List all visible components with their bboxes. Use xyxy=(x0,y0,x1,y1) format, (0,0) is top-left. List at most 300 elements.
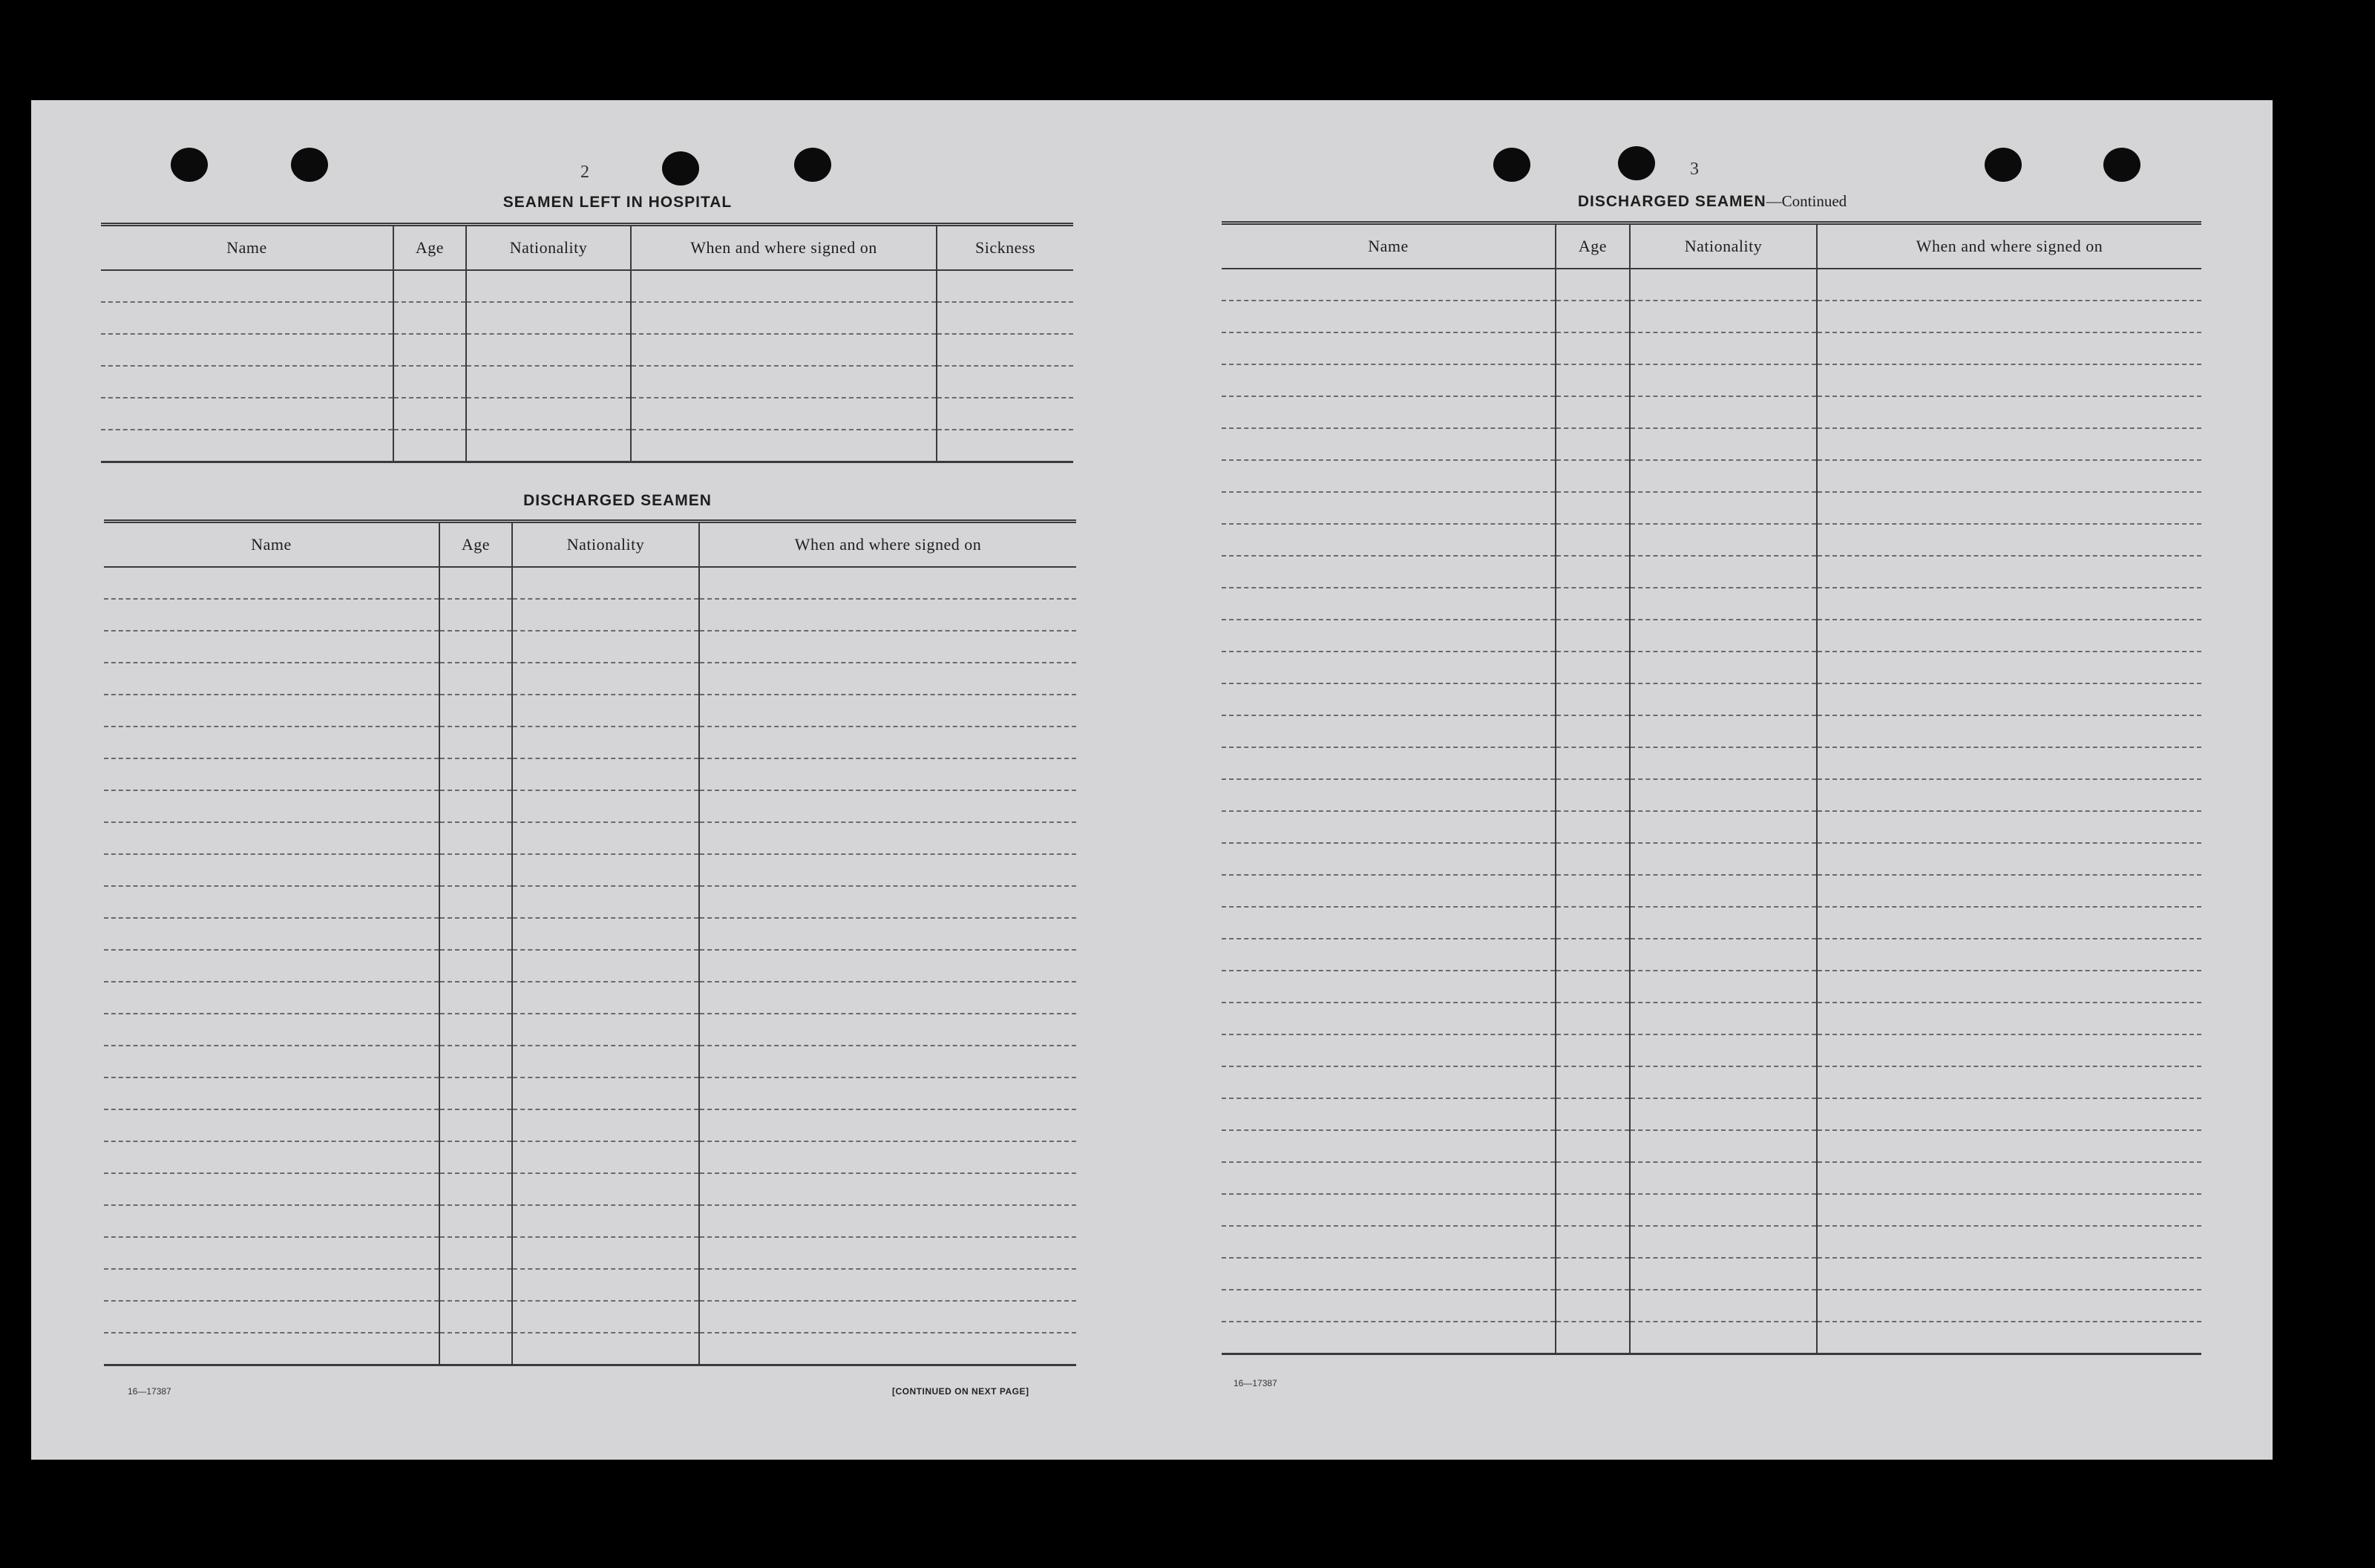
table-row xyxy=(104,1269,1076,1301)
table-cell xyxy=(1630,524,1817,556)
table-cell xyxy=(512,695,699,726)
table-cell xyxy=(101,366,393,398)
table-row xyxy=(104,886,1076,918)
table-cell xyxy=(1556,907,1630,939)
table-cell xyxy=(699,1333,1076,1365)
table-cell xyxy=(1222,428,1556,460)
table-cell xyxy=(1630,588,1817,620)
table-cell xyxy=(512,631,699,663)
table-cell xyxy=(101,334,393,366)
table-row xyxy=(104,599,1076,631)
table-cell xyxy=(1556,460,1630,492)
table-row xyxy=(1222,620,2201,652)
table-cell xyxy=(104,567,439,599)
table-cell xyxy=(699,1046,1076,1077)
table-cell xyxy=(699,918,1076,950)
discharged-table xyxy=(104,519,1076,1366)
table-cell xyxy=(439,1237,512,1269)
continued-note: [CONTINUED ON NEXT PAGE] xyxy=(892,1386,1029,1397)
table-row xyxy=(104,663,1076,695)
table-row xyxy=(1222,460,2201,492)
table-cell xyxy=(512,886,699,918)
table-cell xyxy=(1630,1034,1817,1066)
table-row xyxy=(1222,779,2201,811)
table-cell xyxy=(699,1109,1076,1141)
table-row xyxy=(1222,1162,2201,1194)
table-cell xyxy=(937,398,1073,430)
table-cell xyxy=(1222,1098,1556,1130)
table-cell xyxy=(1630,556,1817,588)
table-cell xyxy=(512,1333,699,1365)
table-row xyxy=(1222,588,2201,620)
table-cell xyxy=(1556,747,1630,779)
table-cell xyxy=(1817,364,2201,396)
table-cell xyxy=(1556,683,1630,715)
table-row xyxy=(101,366,1073,398)
table-cell xyxy=(512,1109,699,1141)
table-cell xyxy=(1556,715,1630,747)
table-cell xyxy=(1817,652,2201,683)
table-cell xyxy=(1556,1226,1630,1258)
table-cell xyxy=(1222,907,1556,939)
column-header-signed-on: When and where signed on xyxy=(1817,223,2201,269)
table-cell xyxy=(1630,907,1817,939)
table-cell xyxy=(1630,652,1817,683)
table-cell xyxy=(1556,269,1630,301)
table-cell xyxy=(699,631,1076,663)
table-cell xyxy=(1222,301,1556,332)
table-cell xyxy=(1630,1258,1817,1290)
table-cell xyxy=(1222,332,1556,364)
discharged-table-header xyxy=(104,522,1076,568)
table-cell xyxy=(1817,1066,2201,1098)
table-row xyxy=(101,398,1073,430)
table-cell xyxy=(1630,747,1817,779)
table-cell xyxy=(1556,1162,1630,1194)
table-cell xyxy=(1556,875,1630,907)
table-row xyxy=(104,567,1076,599)
column-header-sickness: Sickness xyxy=(937,225,1073,271)
hospital-section-title: SEAMEN LEFT IN HOSPITAL xyxy=(502,194,733,211)
table-cell xyxy=(1222,683,1556,715)
table-cell xyxy=(466,398,631,430)
table-cell xyxy=(1630,683,1817,715)
table-row xyxy=(104,854,1076,886)
table-cell xyxy=(393,270,466,302)
table-row xyxy=(1222,556,2201,588)
table-cell xyxy=(1556,1034,1630,1066)
table-cell xyxy=(1817,779,2201,811)
table-cell xyxy=(937,334,1073,366)
table-row xyxy=(1222,1098,2201,1130)
table-cell xyxy=(104,758,439,790)
table-cell xyxy=(101,430,393,462)
table-cell xyxy=(1556,939,1630,971)
table-cell xyxy=(1556,1130,1630,1162)
table-cell xyxy=(1556,1322,1630,1354)
table-cell xyxy=(1556,1194,1630,1226)
form-number: 16—17387 xyxy=(128,1386,171,1397)
table-row xyxy=(1222,428,2201,460)
table-cell xyxy=(631,302,937,334)
table-cell xyxy=(1556,1098,1630,1130)
table-cell xyxy=(512,982,699,1014)
table-cell xyxy=(1222,971,1556,1003)
table-cell xyxy=(1630,779,1817,811)
table-row xyxy=(104,1173,1076,1205)
table-cell xyxy=(1630,1098,1817,1130)
punch-hole xyxy=(794,148,831,182)
table-cell xyxy=(1222,1226,1556,1258)
table-cell xyxy=(439,950,512,982)
table-cell xyxy=(1630,971,1817,1003)
section-title-text: DISCHARGED SEAMEN xyxy=(1577,193,1766,210)
table-cell xyxy=(699,1205,1076,1237)
table-cell xyxy=(1817,428,2201,460)
table-cell xyxy=(1817,1226,2201,1258)
table-cell xyxy=(699,758,1076,790)
table-cell xyxy=(1630,1003,1817,1034)
table-cell xyxy=(1222,875,1556,907)
punch-hole xyxy=(1618,146,1655,180)
table-cell xyxy=(1556,428,1630,460)
table-cell xyxy=(1222,1258,1556,1290)
table-row xyxy=(101,302,1073,334)
table-cell xyxy=(104,1237,439,1269)
table-cell xyxy=(1222,1322,1556,1354)
table-cell xyxy=(1222,1162,1556,1194)
table-cell xyxy=(512,790,699,822)
column-header-age: Age xyxy=(1556,223,1630,269)
table-row xyxy=(104,790,1076,822)
table-cell xyxy=(1222,1130,1556,1162)
table-row xyxy=(104,950,1076,982)
table-row xyxy=(1222,1066,2201,1098)
punch-hole xyxy=(1985,148,2022,182)
table-cell xyxy=(699,1173,1076,1205)
table-cell xyxy=(1817,460,2201,492)
table-cell xyxy=(512,1046,699,1077)
table-row xyxy=(104,631,1076,663)
table-cell xyxy=(1817,1098,2201,1130)
column-header-nationality: Nationality xyxy=(466,225,631,271)
table-cell xyxy=(512,758,699,790)
table-cell xyxy=(1817,1130,2201,1162)
table-cell xyxy=(1817,907,2201,939)
table-row xyxy=(104,1333,1076,1365)
table-row xyxy=(1222,843,2201,875)
table-cell xyxy=(1630,1226,1817,1258)
punch-hole xyxy=(291,148,328,182)
table-cell xyxy=(512,663,699,695)
table-cell xyxy=(1556,1003,1630,1034)
table-row xyxy=(101,334,1073,366)
table-cell xyxy=(104,950,439,982)
table-cell xyxy=(699,1237,1076,1269)
table-cell xyxy=(1556,811,1630,843)
table-cell xyxy=(393,366,466,398)
table-cell xyxy=(699,599,1076,631)
table-row xyxy=(1222,939,2201,971)
table-cell xyxy=(1556,588,1630,620)
table-row xyxy=(1222,811,2201,843)
table-cell xyxy=(393,430,466,462)
table-cell xyxy=(439,1077,512,1109)
table-cell xyxy=(104,631,439,663)
table-cell xyxy=(1630,811,1817,843)
table-row xyxy=(1222,652,2201,683)
table-cell xyxy=(1556,652,1630,683)
table-cell xyxy=(1556,971,1630,1003)
table-row xyxy=(1222,492,2201,524)
table-cell xyxy=(1222,364,1556,396)
table-cell xyxy=(393,302,466,334)
table-cell xyxy=(1817,1034,2201,1066)
table-cell xyxy=(699,695,1076,726)
table-cell xyxy=(512,1237,699,1269)
table-cell xyxy=(104,1301,439,1333)
table-cell xyxy=(1817,556,2201,588)
table-cell xyxy=(1556,492,1630,524)
table-cell xyxy=(699,567,1076,599)
table-cell xyxy=(937,302,1073,334)
table-cell xyxy=(699,1014,1076,1046)
table-row xyxy=(1222,332,2201,364)
table-cell xyxy=(1630,1162,1817,1194)
table-cell xyxy=(512,854,699,886)
table-cell xyxy=(104,695,439,726)
table-cell xyxy=(1222,747,1556,779)
table-cell xyxy=(1556,364,1630,396)
hospital-table xyxy=(101,223,1073,463)
table-cell xyxy=(1817,588,2201,620)
table-cell xyxy=(101,270,393,302)
table-row xyxy=(1222,875,2201,907)
table-row xyxy=(104,1301,1076,1333)
table-row xyxy=(104,1109,1076,1141)
table-cell xyxy=(631,398,937,430)
table-cell xyxy=(699,822,1076,854)
table-cell xyxy=(699,1141,1076,1173)
table-cell xyxy=(1222,939,1556,971)
table-cell xyxy=(104,1333,439,1365)
table-cell xyxy=(1630,1322,1817,1354)
table-row xyxy=(1222,683,2201,715)
table-cell xyxy=(1630,269,1817,301)
punch-hole xyxy=(1493,148,1530,182)
table-cell xyxy=(393,398,466,430)
right-page xyxy=(1152,100,2273,1460)
column-header-name: Name xyxy=(101,225,393,271)
table-cell xyxy=(1630,428,1817,460)
table-cell xyxy=(439,982,512,1014)
table-cell xyxy=(1817,301,2201,332)
table-cell xyxy=(1222,779,1556,811)
table-cell xyxy=(101,302,393,334)
table-cell xyxy=(1817,715,2201,747)
table-row xyxy=(104,1077,1076,1109)
table-cell xyxy=(439,790,512,822)
table-cell xyxy=(439,695,512,726)
table-cell xyxy=(1222,1003,1556,1034)
table-cell xyxy=(699,1077,1076,1109)
table-row xyxy=(1222,396,2201,428)
table-cell xyxy=(439,1046,512,1077)
table-cell xyxy=(1222,524,1556,556)
table-cell xyxy=(439,758,512,790)
column-header-signed-on: When and where signed on xyxy=(631,225,937,271)
table-row xyxy=(1222,747,2201,779)
table-cell xyxy=(512,1141,699,1173)
table-cell xyxy=(104,1141,439,1173)
table-cell xyxy=(104,663,439,695)
table-cell xyxy=(512,1014,699,1046)
table-cell xyxy=(631,366,937,398)
table-cell xyxy=(466,366,631,398)
column-header-name: Name xyxy=(104,522,439,568)
table-row xyxy=(104,758,1076,790)
table-cell xyxy=(1630,396,1817,428)
table-row xyxy=(1222,971,2201,1003)
table-cell xyxy=(631,430,937,462)
table-cell xyxy=(699,1269,1076,1301)
punch-hole xyxy=(662,151,699,186)
table-cell xyxy=(439,663,512,695)
table-cell xyxy=(1630,843,1817,875)
table-row xyxy=(104,695,1076,726)
table-cell xyxy=(439,886,512,918)
table-cell xyxy=(1817,843,2201,875)
table-cell xyxy=(699,950,1076,982)
table-cell xyxy=(104,1046,439,1077)
table-cell xyxy=(1222,811,1556,843)
table-row xyxy=(1222,1322,2201,1354)
table-cell xyxy=(1817,1290,2201,1322)
table-cell xyxy=(1630,492,1817,524)
table-cell xyxy=(466,334,631,366)
table-cell xyxy=(439,1014,512,1046)
column-header-name: Name xyxy=(1222,223,1556,269)
table-cell xyxy=(512,599,699,631)
table-cell xyxy=(104,1269,439,1301)
table-row xyxy=(104,726,1076,758)
table-row xyxy=(104,822,1076,854)
hospital-table-header xyxy=(101,225,1073,271)
table-cell xyxy=(1556,396,1630,428)
table-row xyxy=(104,1205,1076,1237)
table-cell xyxy=(439,854,512,886)
table-cell xyxy=(512,1269,699,1301)
page-number: 2 xyxy=(580,163,589,182)
table-row xyxy=(101,270,1073,302)
table-cell xyxy=(512,1077,699,1109)
table-cell xyxy=(101,398,393,430)
table-row xyxy=(1222,269,2201,301)
table-cell xyxy=(1222,843,1556,875)
table-cell xyxy=(439,567,512,599)
table-cell xyxy=(699,982,1076,1014)
table-cell xyxy=(1222,1194,1556,1226)
table-cell xyxy=(1630,1130,1817,1162)
table-cell xyxy=(1817,1258,2201,1290)
table-cell xyxy=(439,726,512,758)
column-header-signed-on: When and where signed on xyxy=(699,522,1076,568)
table-cell xyxy=(512,567,699,599)
table-cell xyxy=(1817,492,2201,524)
table-cell xyxy=(937,430,1073,462)
discharged-continued-title xyxy=(1152,192,2273,211)
table-cell xyxy=(104,822,439,854)
table-cell xyxy=(104,854,439,886)
table-row xyxy=(1222,364,2201,396)
table-cell xyxy=(699,1301,1076,1333)
table-cell xyxy=(699,663,1076,695)
column-header-age: Age xyxy=(439,522,512,568)
table-cell xyxy=(1630,301,1817,332)
table-cell xyxy=(937,366,1073,398)
table-cell xyxy=(1556,556,1630,588)
table-cell xyxy=(1556,524,1630,556)
table-cell xyxy=(1222,652,1556,683)
table-cell xyxy=(1222,1066,1556,1098)
table-row xyxy=(1222,1258,2201,1290)
table-cell xyxy=(1817,1322,2201,1354)
page-number: 3 xyxy=(1690,160,1699,179)
table-cell xyxy=(1222,620,1556,652)
table-cell xyxy=(1817,747,2201,779)
table-cell xyxy=(104,886,439,918)
table-cell xyxy=(631,270,937,302)
table-cell xyxy=(1817,524,2201,556)
table-cell xyxy=(104,1205,439,1237)
column-header-age: Age xyxy=(393,225,466,271)
table-cell xyxy=(1556,1258,1630,1290)
table-cell xyxy=(512,1205,699,1237)
table-cell xyxy=(466,430,631,462)
table-cell xyxy=(1222,269,1556,301)
table-cell xyxy=(1556,779,1630,811)
table-cell xyxy=(1222,396,1556,428)
table-cell xyxy=(439,822,512,854)
table-cell xyxy=(104,1014,439,1046)
table-cell xyxy=(104,982,439,1014)
table-cell xyxy=(937,270,1073,302)
table-cell xyxy=(1630,620,1817,652)
table-cell xyxy=(1222,492,1556,524)
table-cell xyxy=(699,854,1076,886)
table-cell xyxy=(1630,1194,1817,1226)
column-header-nationality: Nationality xyxy=(512,522,699,568)
table-cell xyxy=(1817,971,2201,1003)
document-sheet xyxy=(31,100,2273,1460)
table-cell xyxy=(699,886,1076,918)
table-cell xyxy=(1630,1290,1817,1322)
table-cell xyxy=(104,1109,439,1141)
table-cell xyxy=(1817,396,2201,428)
table-row xyxy=(1222,1194,2201,1226)
table-row xyxy=(104,1046,1076,1077)
table-cell xyxy=(1817,683,2201,715)
table-cell xyxy=(1817,811,2201,843)
table-cell xyxy=(439,1301,512,1333)
table-cell xyxy=(1222,556,1556,588)
table-cell xyxy=(104,1077,439,1109)
table-cell xyxy=(512,726,699,758)
table-cell xyxy=(1222,1034,1556,1066)
table-cell xyxy=(104,1173,439,1205)
table-cell xyxy=(104,726,439,758)
table-cell xyxy=(1817,1003,2201,1034)
